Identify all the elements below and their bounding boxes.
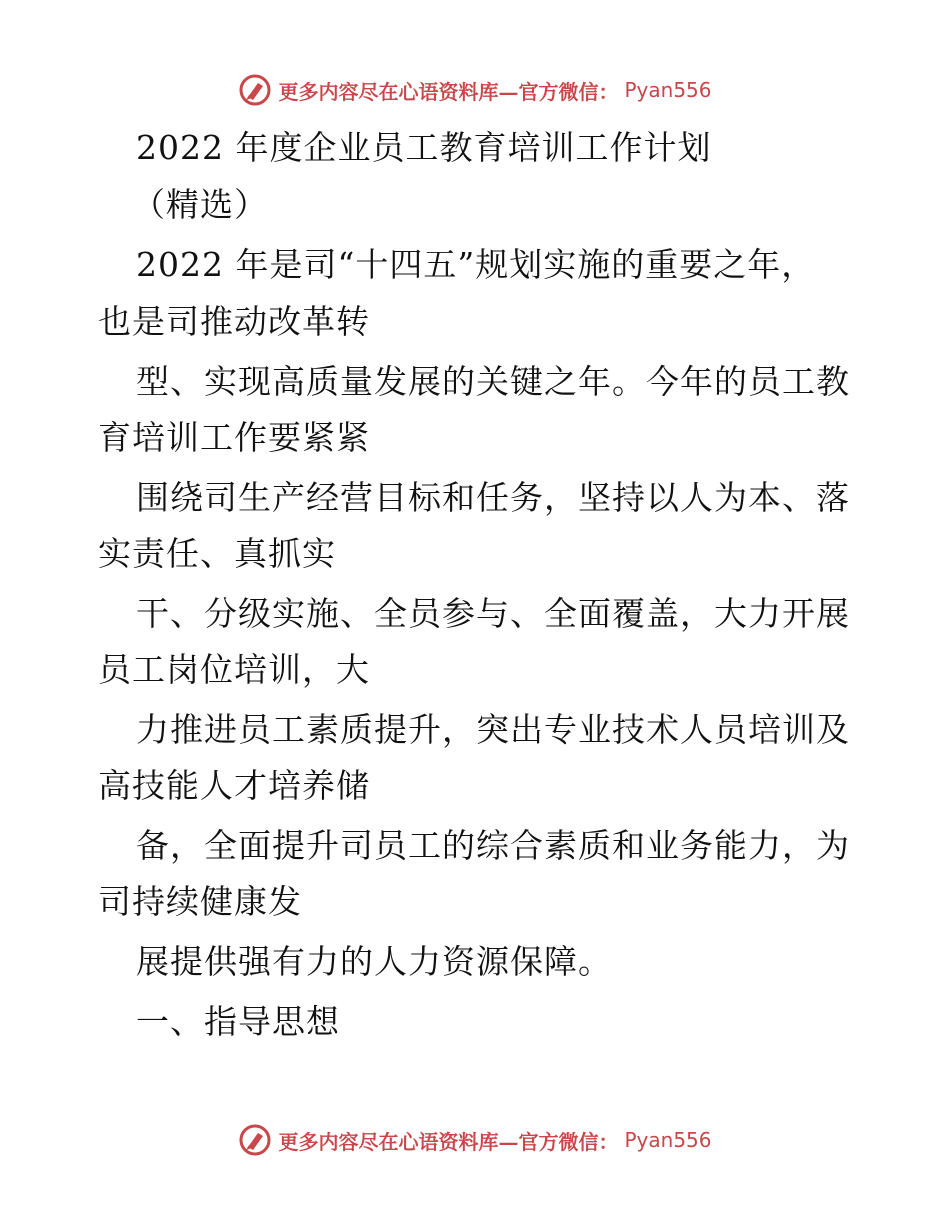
- paragraph-line: 展提供强有力的人力资源保障。: [136, 942, 612, 981]
- watermark-text: 更多内容尽在心语资料库—官方微信：: [278, 79, 619, 104]
- watermark-wechat-id: Pyan556: [624, 1128, 712, 1152]
- section-heading: 一、指导思想: [136, 1002, 340, 1041]
- paragraph-line: 高技能人才培养储: [98, 766, 370, 805]
- paragraph-line: 也是司推动改革转: [98, 302, 370, 341]
- paragraph-line: 围绕司生产经营目标和任务，坚持以人为本、落: [136, 478, 850, 517]
- paragraph-line: 力推进员工素质提升，突出专业技术人员培训及: [136, 710, 850, 749]
- paragraph-line: 司持续健康发: [98, 882, 302, 921]
- document-title: 2022 年度企业员工教育培训工作计划: [136, 128, 712, 167]
- paragraph-line: 型、实现高质量发展的关键之年。今年的员工教: [136, 362, 850, 401]
- document-subtitle: （精选）: [132, 185, 268, 224]
- paragraph-line: 2022 年是司“十四五”规划实施的重要之年，: [136, 245, 816, 284]
- watermark-text: 更多内容尽在心语资料库—官方微信：: [278, 1129, 619, 1154]
- paragraph-line: 干、分级实施、全员参与、全面覆盖，大力开展: [136, 594, 850, 633]
- paragraph-line: 育培训工作要紧紧: [98, 418, 370, 457]
- footer-watermark: [0, 1120, 950, 1160]
- paragraph-line: 员工岗位培训，大: [98, 650, 370, 689]
- paragraph-line: 实责任、真抓实: [98, 534, 336, 573]
- paragraph-line: 备，全面提升司员工的综合素质和业务能力，为: [136, 826, 850, 865]
- pen-nib-seal-icon: [238, 1123, 272, 1157]
- watermark-wechat-id: Pyan556: [624, 78, 712, 102]
